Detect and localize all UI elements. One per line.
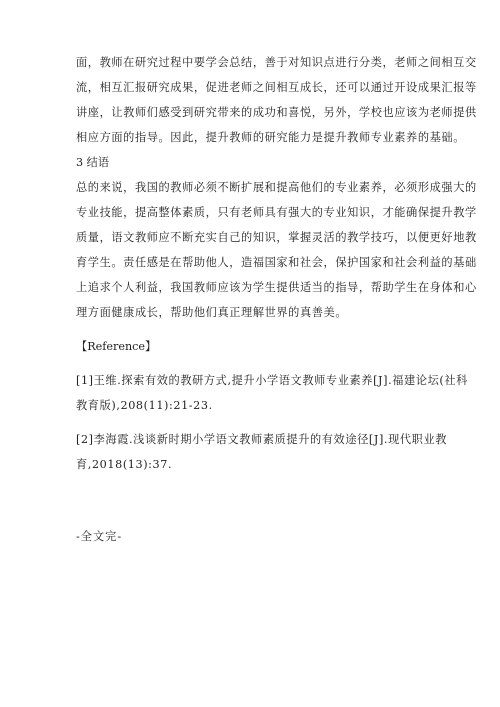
text-line: 讲座，让教师们感受到研究带来的成功和喜悦，另外，学校也应该为老师提供 — [76, 106, 477, 119]
paragraph-body-1 — [76, 50, 477, 150]
text-line: 上追求个人利益，我国教师应该为学生提供适当的指导，帮助学生在身体和心 — [76, 281, 477, 294]
text-line: 育,2018(13):37. — [76, 458, 173, 471]
text-line: 流，相互汇报研究成果，促进老师之间相互成长，还可以通过开设成果汇报等 — [76, 81, 477, 94]
spacer — [76, 325, 428, 334]
text-line: 质量，语文教师应不断充实自己的知识，掌握灵活的教学技巧，以便更好地教 — [76, 231, 477, 244]
section-heading-conclusion: 3 结语 — [76, 156, 110, 169]
document-page — [76, 50, 477, 477]
text-line: 专业技能，提高整体素质，只有老师具有强大的专业知识，才能确保提升教学 — [76, 206, 477, 219]
text-line: 总的来说，我国的教师必须不断扩展和提高他们的专业素养，必须形成强大的 — [76, 181, 477, 194]
end-of-document-mark: -全文完- — [76, 530, 123, 543]
paragraph-body-2 — [76, 175, 477, 325]
reference-item-2 — [76, 427, 448, 477]
text-line: [2]李海霞.浅谈新时期小学语文教师素质提升的有效途径[J].现代职业教 — [76, 433, 448, 446]
spacer — [76, 359, 428, 368]
text-line: 面，教师在研究过程中要学会总结，善于对知识点进行分类，老师之间相互交 — [76, 56, 477, 69]
text-line: 相应方面的指导。因此，提升教师的研究能力是提升教师专业素养的基础。 — [76, 131, 465, 144]
reference-item-1 — [76, 368, 468, 418]
spacer — [76, 418, 428, 427]
text-line: [1]王维.探索有效的教研方式,提升小学语文教师专业素养[J].福建论坛(社科 — [76, 374, 468, 387]
text-line: 育学生。责任感是在帮助他人，造福国家和社会，保护国家和社会利益的基础 — [76, 256, 477, 269]
reference-heading: 【Reference】 — [76, 340, 157, 353]
text-line: 理方面健康成长，帮助他们真正理解世界的真善美。 — [76, 306, 348, 319]
text-line: 教育版),208(11):21-23. — [76, 399, 213, 412]
